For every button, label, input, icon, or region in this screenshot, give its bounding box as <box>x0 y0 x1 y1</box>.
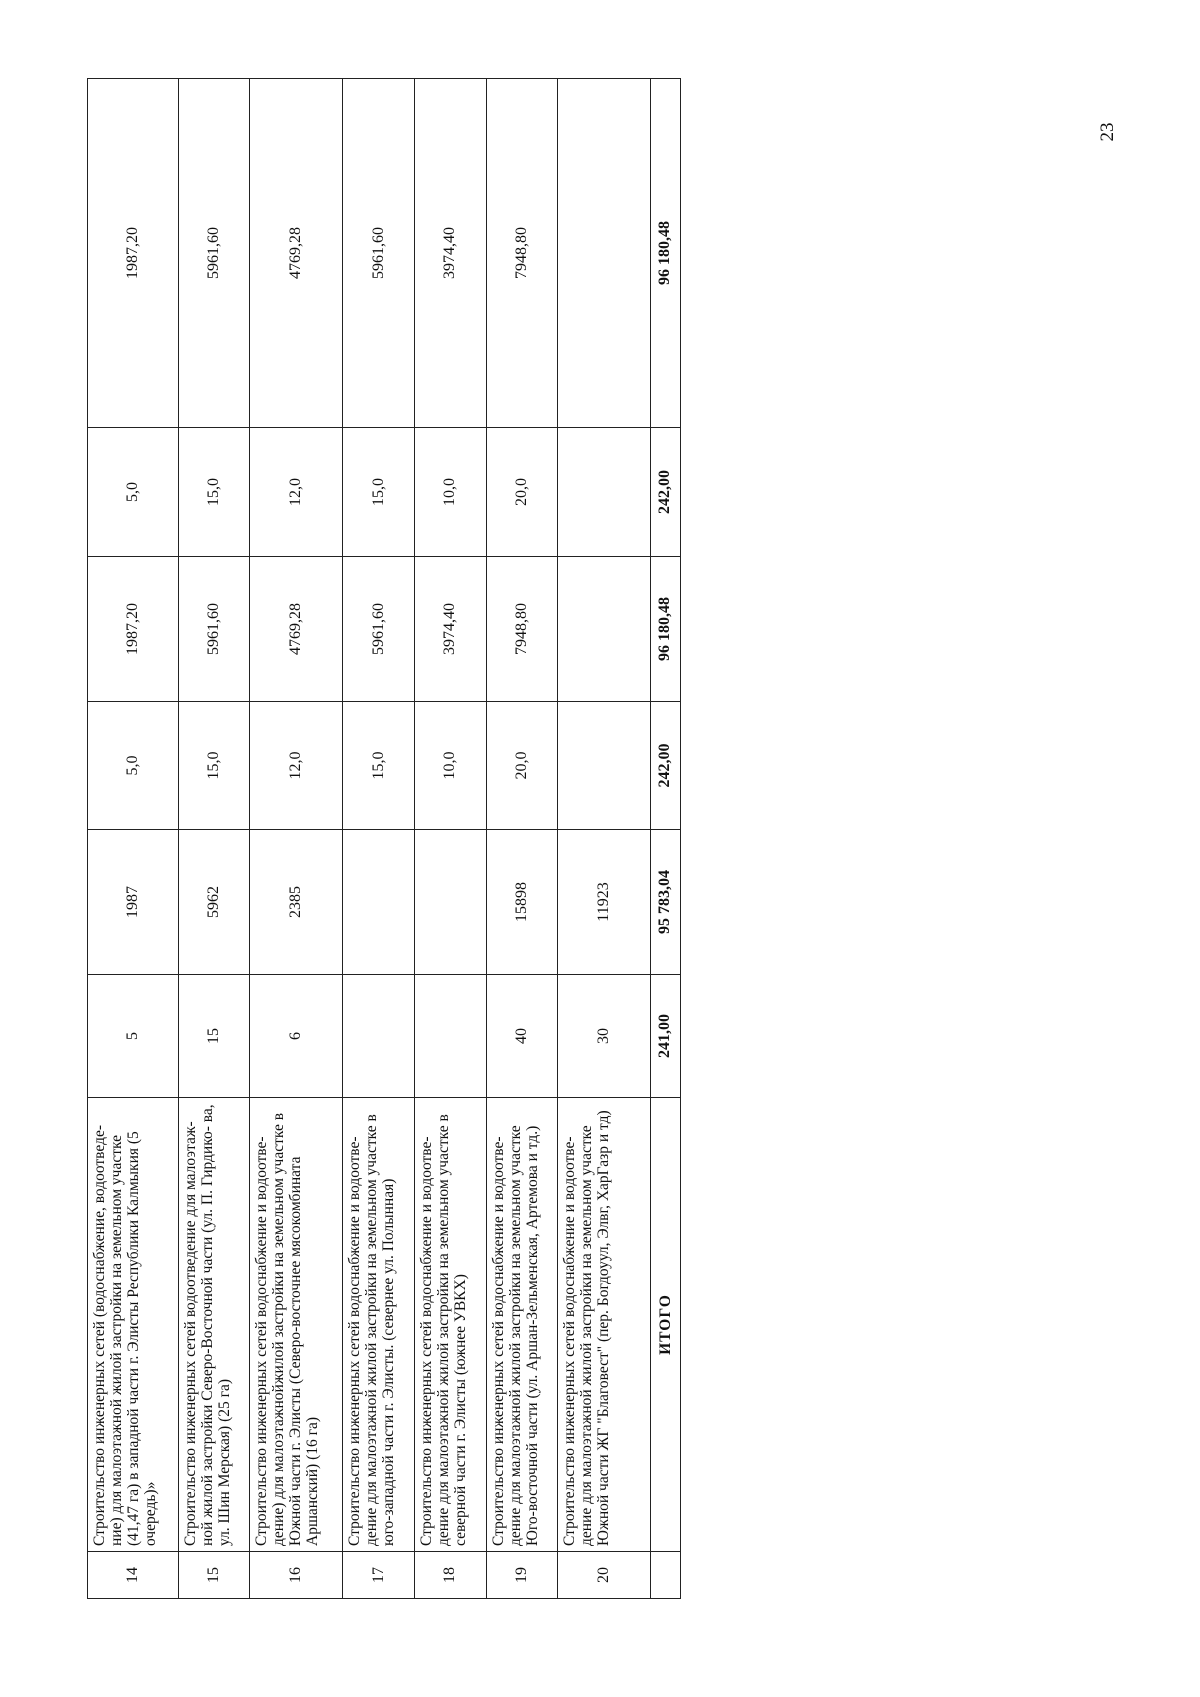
cell-c5: 20,0 <box>486 428 558 557</box>
total-label: ИТОГО <box>650 1098 680 1552</box>
row-number: 20 <box>558 1552 650 1599</box>
cell-c1: 40 <box>486 975 558 1098</box>
row-description: Строительство инженерных сетей водоснабжение и водоотве- дение для малоэтажной жилой застройки на земельном участке в юго-западной части г. Элисты. (севернее ул. Полынная) <box>343 1098 415 1552</box>
total-c2: 95 783,04 <box>650 830 680 975</box>
cell-c2: 1987 <box>88 830 179 975</box>
table-row <box>486 79 558 1599</box>
row-description: Строительство инженерных сетей водоснабжение и водоотве- дение) для малоэтажнойжилой застройки на земельном участке в Южной части г. Элисты (Северо-восточнее мясокомбината Аршанский) (16 га) <box>249 1098 342 1552</box>
total-c1: 241,00 <box>650 975 680 1098</box>
cell-c3: 15,0 <box>179 702 250 830</box>
rotated-table-region <box>87 79 681 1599</box>
row-description: Строительство инженерных сетей водоснабжение и водоотве- дение для малоэтажной жилой застройки на земельном участке Южной части ЖГ "Благовест" (пер. Богдоуул, Элвг, ХарГазр и тд) <box>558 1098 650 1552</box>
row-number: 19 <box>486 1552 558 1599</box>
cell-c3: 10,0 <box>414 702 486 830</box>
cell-c1: 5 <box>88 975 179 1098</box>
cell-c1: 6 <box>249 975 342 1098</box>
total-number <box>650 1552 680 1599</box>
cell-c1: 30 <box>558 975 650 1098</box>
cell-c2: 2385 <box>249 830 342 975</box>
cell-c5: 10,0 <box>414 428 486 557</box>
table-row <box>343 79 415 1599</box>
cell-c5: 5,0 <box>88 428 179 557</box>
total-c3: 242,00 <box>650 702 680 830</box>
table-row <box>88 79 179 1599</box>
row-number: 17 <box>343 1552 415 1599</box>
cell-c6: 4769,28 <box>249 79 342 428</box>
cell-c3: 12,0 <box>249 702 342 830</box>
cell-c4: 4769,28 <box>249 557 342 702</box>
table <box>87 78 681 1599</box>
cell-c1: 15 <box>179 975 250 1098</box>
row-description: Строительство инженерных сетей водоотведение для малоэтаж- ной жилой застройки Северо-Восточной части (ул. П. Гирдико- ва, ул. Шин Мерская) (25 га) <box>179 1098 250 1552</box>
cell-c5: 12,0 <box>249 428 342 557</box>
table-row <box>179 79 250 1599</box>
total-c5: 242,00 <box>650 428 680 557</box>
cell-c5: 15,0 <box>179 428 250 557</box>
cell-c6: 5961,60 <box>343 79 415 428</box>
cell-c1 <box>414 975 486 1098</box>
cell-c4 <box>558 557 650 702</box>
page-number: 23 <box>1097 122 1118 142</box>
cell-c4: 3974,40 <box>414 557 486 702</box>
cell-c2 <box>343 830 415 975</box>
row-description: Строительство инженерных сетей водоснабжение и водоотве- дение для малоэтажной жилой застройки на земельном участке в северной части г. Элисты (южнее УВКХ) <box>414 1098 486 1552</box>
cell-c2: 15898 <box>486 830 558 975</box>
cell-c6: 1987,20 <box>88 79 179 428</box>
cell-c5: 15,0 <box>343 428 415 557</box>
cell-c6: 7948,80 <box>486 79 558 428</box>
cell-c6: 5961,60 <box>179 79 250 428</box>
cell-c1 <box>343 975 415 1098</box>
cell-c2: 5962 <box>179 830 250 975</box>
cell-c6: 3974,40 <box>414 79 486 428</box>
row-description: Строительство инженерных сетей (водоснабжение, водоотведе- ние) для малоэтажной жилой застройки на земельном участке (41,47 га) в западной части г. Элисты Республики Калмыкия (5 очередь)» <box>88 1098 179 1552</box>
cell-c3: 15,0 <box>343 702 415 830</box>
cell-c3: 5,0 <box>88 702 179 830</box>
table-row <box>249 79 342 1599</box>
total-c6: 96 180,48 <box>650 79 680 428</box>
table-row <box>558 79 650 1599</box>
cell-c4: 5961,60 <box>179 557 250 702</box>
total-c4: 96 180,48 <box>650 557 680 702</box>
cell-c3: 20,0 <box>486 702 558 830</box>
cell-c2: 11923 <box>558 830 650 975</box>
table-row <box>414 79 486 1599</box>
cell-c4: 1987,20 <box>88 557 179 702</box>
row-number: 18 <box>414 1552 486 1599</box>
row-number: 15 <box>179 1552 250 1599</box>
cell-c4: 7948,80 <box>486 557 558 702</box>
row-number: 14 <box>88 1552 179 1599</box>
total-row <box>650 79 680 1599</box>
cell-c4: 5961,60 <box>343 557 415 702</box>
row-number: 16 <box>249 1552 342 1599</box>
cell-c6 <box>558 79 650 428</box>
row-description: Строительство инженерных сетей водоснабжение и водоотве- дение для малоэтажной жилой застройки на земельном участке Юго-восточной части (ул. Аршан-Зельменская, Артемова и тд.) <box>486 1098 558 1552</box>
investment-table <box>87 79 681 1599</box>
cell-c5 <box>558 428 650 557</box>
cell-c2 <box>414 830 486 975</box>
cell-c3 <box>558 702 650 830</box>
